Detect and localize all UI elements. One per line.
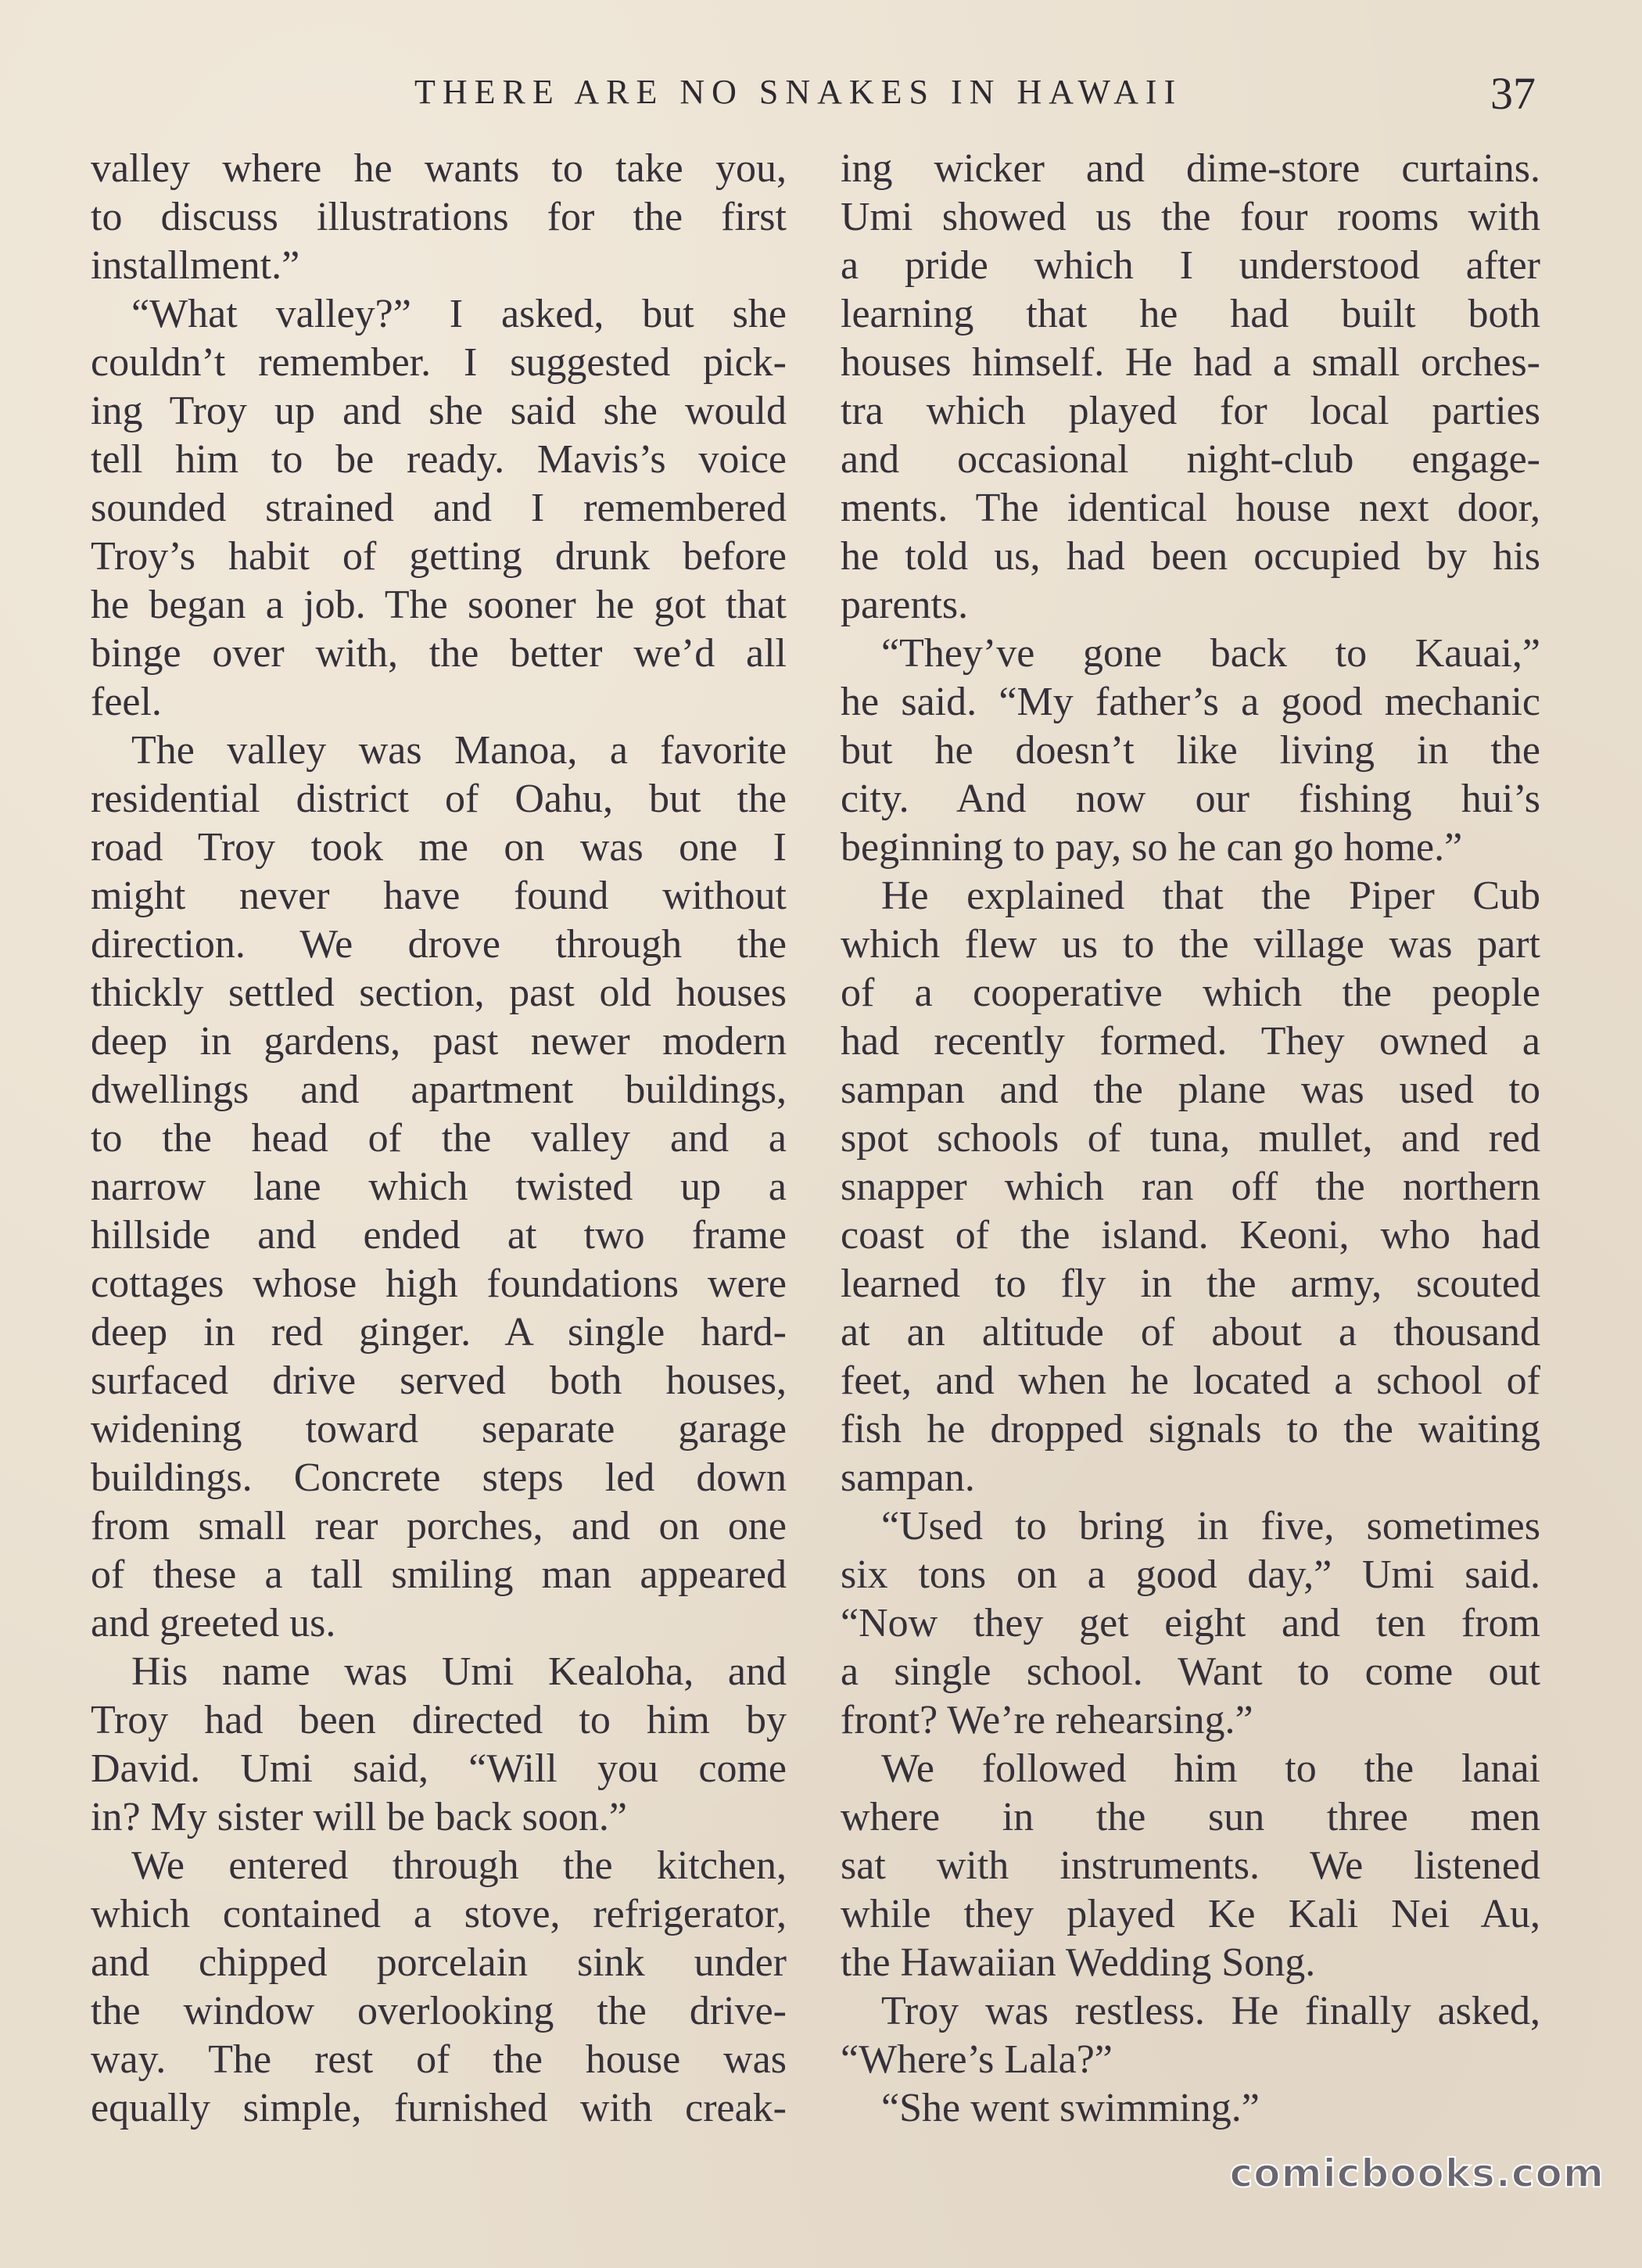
text-line: and greeted us. xyxy=(91,1601,336,1645)
text-line: “They’ve gone back to Kauai,” xyxy=(881,631,1540,676)
text-line: and occasional night-club engage- xyxy=(841,437,1540,482)
text-line: sounded strained and I remembered xyxy=(91,486,787,530)
text-line: beginning to pay, so he can go home.” xyxy=(841,825,1463,870)
text-line: Troy had been directed to him by xyxy=(91,1698,787,1742)
text-line: snapper which ran off the northern xyxy=(841,1165,1540,1209)
text-line: “Now they get eight and ten from xyxy=(841,1601,1540,1645)
text-line: tra which played for local parties xyxy=(841,389,1540,433)
text-line: residential district of Oahu, but the xyxy=(91,777,787,821)
text-line: The valley was Manoa, a favorite xyxy=(131,728,787,773)
text-line: and chipped porcelain sink under xyxy=(91,1940,787,1985)
text-line: from small rear porches, and on one xyxy=(91,1504,787,1548)
text-line: His name was Umi Kealoha, and xyxy=(131,1649,787,1694)
text-line: in? My sister will be back soon.” xyxy=(91,1795,627,1839)
text-line: valley where he wants to take you, xyxy=(91,146,787,191)
text-line: installment.” xyxy=(91,243,300,288)
text-line: sampan and the plane was used to xyxy=(841,1068,1540,1112)
text-line: tell him to be ready. Mavis’s voice xyxy=(91,437,787,482)
text-line: a single school. Want to come out xyxy=(841,1649,1540,1694)
text-line: sat with instruments. We listened xyxy=(841,1843,1540,1888)
text-line: which flew us to the village was part xyxy=(841,922,1540,967)
text-line: David. Umi said, “Will you come xyxy=(91,1746,787,1791)
text-line: dwellings and apartment buildings, xyxy=(91,1068,787,1112)
text-line: equally simple, furnished with creak- xyxy=(91,2086,787,2130)
text-line: feet, and when he located a school of xyxy=(841,1358,1540,1403)
text-line: deep in red ginger. A single hard- xyxy=(91,1310,787,1355)
text-line: at an altitude of about a thousand xyxy=(841,1310,1540,1355)
text-line: learning that he had built both xyxy=(841,292,1540,336)
running-title: THERE ARE NO SNAKES IN HAWAII xyxy=(414,73,1183,111)
text-line: We entered through the kitchen, xyxy=(131,1843,787,1888)
text-line: coast of the island. Keoni, who had xyxy=(841,1213,1540,1258)
text-line: houses himself. He had a small orches- xyxy=(841,340,1540,385)
text-line: “Used to bring in five, sometimes xyxy=(881,1504,1540,1548)
text-line: “Where’s Lala?” xyxy=(841,2037,1113,2082)
page-number: 37 xyxy=(1490,68,1536,119)
text-line: ments. The identical house next door, xyxy=(841,486,1540,530)
right-column xyxy=(841,145,1540,2133)
text-line: binge over with, the better we’d all xyxy=(91,631,787,676)
text-line: but he doesn’t like living in the xyxy=(841,728,1540,773)
text-line: the Hawaiian Wedding Song. xyxy=(841,1940,1316,1985)
text-line: front? We’re rehearsing.” xyxy=(841,1698,1253,1742)
text-line: widening toward separate garage xyxy=(91,1407,787,1452)
text-line: which contained a stove, refrigerator, xyxy=(91,1892,787,1936)
text-line: sampan. xyxy=(841,1455,975,1500)
text-line: learned to fly in the army, scouted xyxy=(841,1261,1540,1306)
text-line: couldn’t remember. I suggested pick- xyxy=(91,340,787,385)
text-line: Troy was restless. He finally asked, xyxy=(881,1989,1540,2033)
text-line: a pride which I understood after xyxy=(841,243,1540,288)
text-line: might never have found without xyxy=(91,874,787,918)
text-line: cottages whose high foundations were xyxy=(91,1261,787,1306)
text-line: road Troy took me on was one I xyxy=(91,825,787,870)
text-line: deep in gardens, past newer modern xyxy=(91,1019,787,1064)
watermark: comicbooks.com xyxy=(1229,2151,1604,2196)
text-line: parents. xyxy=(841,583,969,627)
text-line: We followed him to the lanai xyxy=(881,1746,1540,1791)
text-line: to discuss illustrations for the first xyxy=(91,195,787,239)
text-line: ing wicker and dime-store curtains. xyxy=(841,146,1540,191)
text-line: way. The rest of the house was xyxy=(91,2037,787,2082)
text-line: Troy’s habit of getting drunk before xyxy=(91,534,787,579)
text-line: feel. xyxy=(91,680,162,724)
text-line: “What valley?” I asked, but she xyxy=(131,292,787,336)
text-line: buildings. Concrete steps led down xyxy=(91,1455,787,1500)
text-line: to the head of the valley and a xyxy=(91,1116,787,1161)
text-line: he told us, had been occupied by his xyxy=(841,534,1540,579)
text-line: fish he dropped signals to the waiting xyxy=(841,1407,1540,1452)
text-line: thickly settled section, past old houses xyxy=(91,971,787,1015)
text-line: narrow lane which twisted up a xyxy=(91,1165,787,1209)
text-line: where in the sun three men xyxy=(841,1795,1540,1839)
text-line: He explained that the Piper Cub xyxy=(881,874,1540,918)
text-line: six tons on a good day,” Umi said. xyxy=(841,1552,1540,1597)
text-line: he said. “My father’s a good mechanic xyxy=(841,680,1540,724)
text-line: ing Troy up and she said she would xyxy=(91,389,787,433)
text-line: city. And now our fishing hui’s xyxy=(841,777,1540,821)
text-line: of these a tall smiling man appeared xyxy=(91,1552,787,1597)
text-line: the window overlooking the drive- xyxy=(91,1989,787,2033)
text-line: Umi showed us the four rooms with xyxy=(841,195,1540,239)
text-line: had recently formed. They owned a xyxy=(841,1019,1540,1064)
text-line: while they played Ke Kali Nei Au, xyxy=(841,1892,1540,1936)
text-line: direction. We drove through the xyxy=(91,922,787,967)
text-line: he began a job. The sooner he got that xyxy=(91,583,787,627)
text-line: surfaced drive served both houses, xyxy=(91,1358,787,1403)
text-line: of a cooperative which the people xyxy=(841,971,1540,1015)
text-line: hillside and ended at two frame xyxy=(91,1213,787,1258)
left-column xyxy=(91,145,787,2133)
text-line: spot schools of tuna, mullet, and red xyxy=(841,1116,1540,1161)
text-line: “She went swimming.” xyxy=(881,2086,1260,2130)
